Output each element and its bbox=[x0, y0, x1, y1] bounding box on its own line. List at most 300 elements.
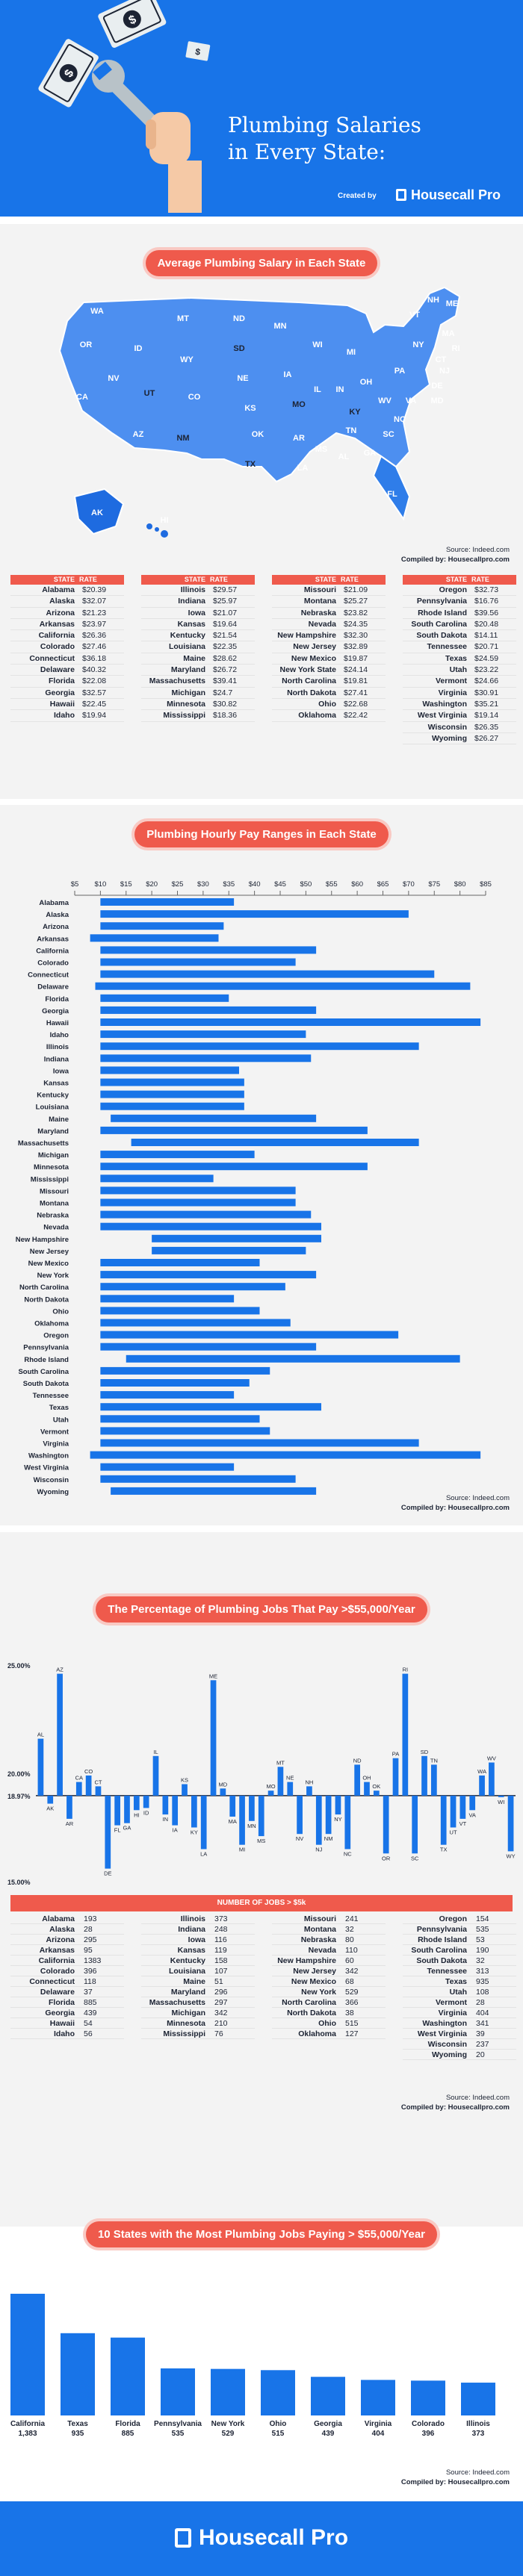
jobs-cell: 237 bbox=[476, 2040, 489, 2049]
table-row bbox=[141, 2029, 255, 2039]
pct-bar bbox=[278, 1767, 284, 1796]
jobs-cell: 210 bbox=[214, 2019, 228, 2028]
map-label-tn: TN bbox=[345, 426, 357, 435]
state-cell: Arizona bbox=[46, 608, 75, 617]
category-label: Oklahoma bbox=[34, 1319, 69, 1328]
range-bar bbox=[100, 1175, 213, 1182]
map-label-de: DE bbox=[431, 382, 443, 391]
state-cell: New Jersey bbox=[293, 1967, 336, 1976]
table-row bbox=[403, 2039, 516, 2050]
jobs-cell: 296 bbox=[214, 1988, 228, 1997]
bar-label: HI bbox=[134, 1811, 140, 1819]
state-cell: Florida bbox=[48, 676, 75, 686]
table-row bbox=[141, 630, 255, 641]
top10-chart bbox=[0, 2270, 523, 2464]
state-cell: Georgia bbox=[45, 688, 75, 697]
table-row bbox=[272, 2018, 386, 2029]
range-bar bbox=[100, 898, 234, 906]
value-label: 515 bbox=[271, 2430, 285, 2438]
category-label: Hawaii bbox=[46, 1019, 69, 1027]
category-label: Wyoming bbox=[37, 1487, 69, 1496]
jobs-cell: 80 bbox=[345, 1935, 354, 1944]
state-cell: Oregon bbox=[439, 585, 467, 594]
state-cell: Connecticut bbox=[29, 653, 75, 663]
table-row bbox=[272, 665, 386, 676]
state-cell: Vermont bbox=[435, 1998, 467, 2007]
source-text: Source: Indeed.com bbox=[445, 2468, 510, 2477]
rate-cell: $20.71 bbox=[474, 642, 499, 652]
rate-table-column bbox=[403, 575, 516, 744]
pct-source bbox=[401, 2093, 510, 2112]
range-bar bbox=[100, 995, 229, 1002]
category-label: Florida bbox=[115, 2420, 140, 2428]
table-row bbox=[272, 1956, 386, 1966]
category-label: Montana bbox=[39, 1199, 69, 1208]
jobs-cell: 28 bbox=[476, 1998, 485, 2007]
state-cell: Kentucky bbox=[170, 1956, 205, 1965]
category-label: Pennsylvania bbox=[154, 2420, 202, 2428]
bar-label: SC bbox=[410, 1855, 419, 1862]
pct-bar bbox=[287, 1782, 293, 1796]
table-row bbox=[141, 1966, 255, 1976]
jobs-cell: 108 bbox=[476, 1988, 489, 1997]
range-bar bbox=[100, 1475, 295, 1483]
range-bar bbox=[100, 1007, 316, 1014]
pct-chart bbox=[0, 1624, 523, 1915]
table-row bbox=[141, 608, 255, 619]
bar-label: DE bbox=[104, 1870, 112, 1877]
top10-section-heading bbox=[0, 2221, 523, 2247]
bar-label: CA bbox=[75, 1774, 83, 1782]
map-label-wa: WA bbox=[90, 307, 104, 316]
jobs-cell: 119 bbox=[214, 1946, 227, 1955]
x-tick-label: $5 bbox=[70, 880, 79, 889]
top10-bar bbox=[10, 2294, 45, 2415]
range-bar bbox=[111, 1115, 316, 1122]
bar-label: MN bbox=[247, 1822, 256, 1829]
range-bar bbox=[100, 971, 434, 978]
range-bar bbox=[100, 1427, 270, 1434]
top10-source bbox=[401, 2468, 510, 2487]
table-row bbox=[403, 710, 516, 721]
compiled-text: Compiled by: Housecallpro.com bbox=[400, 1504, 510, 1512]
category-label: Wisconsin bbox=[33, 1475, 69, 1484]
jobs-cell: 107 bbox=[214, 1967, 228, 1976]
table-row bbox=[10, 653, 124, 665]
rate-cell: $25.27 bbox=[344, 597, 368, 606]
map-section-heading bbox=[0, 250, 523, 276]
state-cell: Kansas bbox=[177, 1946, 205, 1955]
state-cell: Kentucky bbox=[170, 631, 205, 641]
table-row bbox=[10, 1924, 124, 1935]
pct-bar bbox=[383, 1796, 389, 1853]
map-label-ga: GA bbox=[363, 449, 377, 458]
state-cell: Utah bbox=[449, 665, 467, 675]
rate-cell: $32.73 bbox=[474, 585, 499, 594]
bar-label: MT bbox=[276, 1759, 285, 1767]
top10-bar bbox=[461, 2383, 495, 2415]
bar-label: WA bbox=[477, 1767, 486, 1775]
pct-bar bbox=[143, 1796, 149, 1808]
category-label: Kentucky bbox=[37, 1091, 69, 1100]
table-row bbox=[403, 619, 516, 630]
category-label: Ohio bbox=[269, 2420, 287, 2428]
jobs-cell: 32 bbox=[345, 1925, 354, 1934]
pct-bar bbox=[86, 1776, 92, 1796]
state-cell: Indiana bbox=[178, 597, 205, 606]
bar-label: NY bbox=[334, 1816, 342, 1823]
range-bar bbox=[100, 1079, 244, 1086]
table-row bbox=[10, 2029, 124, 2039]
brand-logo bbox=[396, 187, 501, 203]
table-row bbox=[272, 699, 386, 710]
category-label: Michigan bbox=[37, 1151, 69, 1160]
jobs-table-column bbox=[272, 1914, 386, 2039]
rate-cell: $22.45 bbox=[82, 699, 107, 709]
table-row bbox=[403, 653, 516, 665]
rate-cell: $18.36 bbox=[213, 711, 238, 721]
top10-bar bbox=[411, 2380, 445, 2415]
map-label-mn: MN bbox=[273, 322, 287, 331]
table-row bbox=[403, 596, 516, 607]
rate-cell: $22.08 bbox=[82, 676, 107, 686]
svg-text:$: $ bbox=[62, 67, 77, 80]
rate-cell: $23.82 bbox=[344, 608, 368, 617]
category-label: Rhode Island bbox=[24, 1355, 69, 1364]
brand-name: Housecall Pro bbox=[411, 187, 501, 202]
jobs-cell: 38 bbox=[345, 2009, 354, 2017]
map-label-ar: AR bbox=[293, 434, 305, 443]
state-cell: Colorado bbox=[40, 642, 75, 652]
table-row bbox=[10, 585, 124, 596]
table-row bbox=[403, 1976, 516, 1987]
state-cell: Maryland bbox=[170, 1988, 205, 1997]
range-bar bbox=[100, 946, 316, 953]
state-cell: Washington bbox=[422, 2019, 467, 2028]
state-cell: Iowa bbox=[188, 1935, 205, 1944]
footer-brand bbox=[0, 2525, 523, 2551]
state-cell: New Jersey bbox=[293, 642, 336, 652]
table-row bbox=[141, 665, 255, 676]
table-row bbox=[403, 699, 516, 710]
bar-label: WY bbox=[506, 1852, 516, 1860]
top10-bar bbox=[111, 2338, 145, 2415]
value-label: 396 bbox=[421, 2430, 435, 2438]
map-label-il: IL bbox=[314, 385, 321, 394]
x-tick-label: $85 bbox=[480, 880, 492, 889]
pct-bar bbox=[172, 1796, 178, 1826]
col-rate: RATE bbox=[471, 576, 489, 583]
jobs-cell: 193 bbox=[84, 1914, 97, 1923]
table-row bbox=[141, 653, 255, 665]
map-label-wy: WY bbox=[180, 355, 194, 364]
state-cell: Rhode Island bbox=[418, 1935, 467, 1944]
map-label-co: CO bbox=[188, 393, 201, 402]
title-line-1: Plumbing Salaries bbox=[228, 113, 421, 137]
state-cell: Nebraska bbox=[300, 608, 336, 617]
category-label: Ohio bbox=[52, 1307, 69, 1316]
jobs-cell: 110 bbox=[345, 1946, 358, 1955]
state-cell: Oklahoma bbox=[298, 2029, 336, 2038]
table-row bbox=[403, 676, 516, 687]
category-label: Illinois bbox=[466, 2420, 490, 2428]
bar-label: WI bbox=[498, 1798, 505, 1805]
bar-label: ID bbox=[143, 1809, 149, 1817]
range-bar bbox=[111, 1487, 316, 1495]
state-cell: Wyoming bbox=[431, 733, 467, 743]
value-label: 885 bbox=[121, 2430, 134, 2438]
page-title bbox=[228, 112, 504, 166]
state-cell: Washington bbox=[422, 699, 467, 709]
table-row bbox=[403, 722, 516, 733]
state-cell: Virginia bbox=[438, 688, 467, 697]
category-label: Connecticut bbox=[28, 971, 69, 980]
value-label: 439 bbox=[321, 2430, 335, 2438]
range-bar bbox=[131, 1139, 419, 1146]
range-bar bbox=[100, 1211, 311, 1219]
table-row bbox=[141, 585, 255, 596]
category-label: Virginia bbox=[364, 2420, 392, 2428]
bar-label: MS bbox=[257, 1838, 266, 1845]
rate-cell: $27.46 bbox=[82, 642, 107, 652]
hawaii-shape bbox=[146, 523, 168, 538]
pct-bar bbox=[354, 1764, 360, 1795]
rate-cell: $14.11 bbox=[474, 631, 498, 641]
state-cell: New York bbox=[301, 1988, 336, 1997]
table-row bbox=[403, 688, 516, 699]
category-label: New Mexico bbox=[28, 1260, 69, 1268]
category-label: Nevada bbox=[43, 1223, 69, 1232]
pct-bar bbox=[182, 1785, 188, 1796]
top10-bar bbox=[361, 2380, 395, 2415]
jobs-table-header: NUMBER OF JOBS > $5k bbox=[10, 1895, 513, 1911]
map-label-ks: KS bbox=[244, 404, 256, 413]
value-label: 373 bbox=[471, 2430, 485, 2438]
pct-bar bbox=[249, 1796, 255, 1821]
table-row bbox=[272, 630, 386, 641]
table-row bbox=[141, 1976, 255, 1987]
top10-bar bbox=[261, 2370, 295, 2415]
rate-cell: $19.64 bbox=[213, 619, 238, 629]
table-row bbox=[141, 688, 255, 699]
top10-bar bbox=[161, 2368, 195, 2415]
range-bar bbox=[100, 1259, 259, 1266]
bar-label: IN bbox=[162, 1816, 169, 1823]
state-cell: South Dakota bbox=[416, 1956, 467, 1965]
state-cell: California bbox=[38, 1956, 75, 1965]
pct-bar bbox=[316, 1796, 322, 1845]
pct-bar bbox=[297, 1796, 303, 1834]
table-row bbox=[403, 2029, 516, 2039]
state-cell: Massachusetts bbox=[149, 1998, 205, 2007]
col-state: STATE bbox=[184, 576, 205, 583]
state-cell: North Carolina bbox=[282, 676, 336, 686]
x-tick-label: $60 bbox=[351, 880, 364, 889]
jobs-cell: 439 bbox=[84, 2009, 97, 2017]
state-cell: Kansas bbox=[177, 619, 205, 629]
table-row bbox=[10, 1956, 124, 1966]
pct-bar bbox=[374, 1791, 380, 1796]
state-cell: California bbox=[38, 631, 75, 641]
x-tick-label: $15 bbox=[120, 880, 132, 889]
pct-bar bbox=[498, 1796, 504, 1797]
rate-cell: $19.81 bbox=[344, 676, 368, 686]
table-row bbox=[10, 1976, 124, 1987]
table-row bbox=[272, 653, 386, 665]
map-label-nh: NH bbox=[427, 296, 439, 305]
rate-cell: $32.89 bbox=[344, 642, 368, 652]
bar-label: MD bbox=[218, 1781, 228, 1788]
state-cell: Alabama bbox=[42, 1914, 75, 1923]
rate-table-header bbox=[10, 575, 124, 585]
state-cell: Arkansas bbox=[39, 619, 75, 629]
pct-bar bbox=[220, 1788, 226, 1796]
map-label-pa: PA bbox=[394, 367, 406, 376]
range-bar bbox=[100, 1091, 244, 1098]
range-bar bbox=[152, 1235, 321, 1242]
contiguous-us-shape bbox=[60, 287, 459, 482]
table-row bbox=[403, 1914, 516, 1924]
range-bar bbox=[90, 1452, 481, 1459]
jobs-table-column bbox=[141, 1914, 255, 2039]
table-row bbox=[10, 1935, 124, 1945]
range-bar bbox=[100, 1367, 270, 1375]
pct-bar bbox=[229, 1796, 235, 1817]
bar-label: NE bbox=[286, 1774, 294, 1782]
map-label-la: LA bbox=[297, 464, 309, 473]
range-bar bbox=[126, 1355, 460, 1363]
map-label-nv: NV bbox=[108, 374, 120, 383]
value-label: 529 bbox=[221, 2430, 235, 2438]
bar-label: CT bbox=[94, 1779, 102, 1786]
compiled-text: Compiled by: Housecallpro.com bbox=[400, 2478, 510, 2486]
y-tick-label: 20.00% bbox=[7, 1770, 31, 1778]
table-row bbox=[10, 2008, 124, 2018]
table-row bbox=[272, 2029, 386, 2039]
map-label-oh: OH bbox=[359, 378, 373, 387]
rate-table-header bbox=[403, 575, 516, 585]
state-cell: Texas bbox=[445, 1977, 467, 1986]
rate-cell: $32.30 bbox=[344, 631, 368, 641]
state-cell: Tennessee bbox=[427, 642, 467, 652]
rate-cell: $32.57 bbox=[82, 688, 107, 697]
housecall-logo-icon bbox=[396, 189, 406, 201]
map-label-vt: VT bbox=[409, 311, 421, 320]
table-row bbox=[403, 665, 516, 676]
category-label: Iowa bbox=[52, 1067, 69, 1076]
state-cell: Arizona bbox=[46, 1935, 75, 1944]
table-row bbox=[141, 641, 255, 653]
rate-cell: $21.54 bbox=[213, 631, 238, 641]
bar-label: SD bbox=[420, 1748, 429, 1755]
pct-bar bbox=[335, 1796, 341, 1814]
jobs-cell: 118 bbox=[84, 1977, 96, 1986]
state-cell: Arkansas bbox=[39, 1946, 75, 1955]
pct-bar bbox=[402, 1674, 408, 1796]
rate-cell: $24.14 bbox=[344, 665, 368, 675]
state-cell: Mississippi bbox=[163, 2029, 205, 2038]
jobs-cell: 515 bbox=[345, 2019, 359, 2028]
state-cell: Oregon bbox=[439, 1914, 467, 1923]
category-label: Minnesota bbox=[34, 1163, 69, 1172]
state-cell: Nevada bbox=[308, 1946, 336, 1955]
col-rate: RATE bbox=[79, 576, 97, 583]
rate-cell: $39.41 bbox=[213, 676, 238, 686]
map-label-ut: UT bbox=[143, 389, 155, 398]
state-cell: West Virginia bbox=[417, 2029, 467, 2038]
rate-cell: $19.87 bbox=[344, 653, 368, 663]
category-label: New York bbox=[37, 1272, 69, 1281]
map-label-ne: NE bbox=[237, 374, 249, 383]
bar-label: WV bbox=[486, 1755, 496, 1762]
map-label-tx: TX bbox=[244, 460, 256, 469]
range-bar bbox=[100, 1440, 418, 1447]
jobs-cell: 341 bbox=[476, 2019, 489, 2028]
category-label: Washington bbox=[28, 1452, 69, 1460]
pct-bar bbox=[268, 1791, 274, 1796]
jobs-cell: 37 bbox=[84, 1988, 93, 1997]
rate-cell: $25.97 bbox=[213, 597, 238, 606]
jobs-cell: 295 bbox=[84, 1935, 97, 1944]
table-row bbox=[141, 619, 255, 630]
range-bar bbox=[100, 1054, 311, 1062]
state-cell: North Carolina bbox=[282, 1998, 336, 2007]
map-label-mo: MO bbox=[292, 400, 306, 409]
table-row bbox=[10, 688, 124, 699]
table-row bbox=[10, 699, 124, 710]
jobs-cell: 39 bbox=[476, 2029, 485, 2038]
state-cell: Idaho bbox=[54, 711, 75, 721]
bar-label: LA bbox=[200, 1850, 208, 1858]
jobs-cell: 158 bbox=[214, 1956, 228, 1965]
rate-cell: $35.21 bbox=[474, 699, 499, 709]
table-row bbox=[403, 1924, 516, 1935]
category-label: North Dakota bbox=[24, 1295, 69, 1304]
pct-bar bbox=[96, 1786, 102, 1795]
state-cell: Minnesota bbox=[167, 699, 205, 709]
bar-label: AZ bbox=[56, 1666, 64, 1673]
map-label-nm: NM bbox=[176, 434, 190, 443]
category-label: California bbox=[36, 947, 69, 956]
category-label: Delaware bbox=[37, 983, 69, 992]
range-bar bbox=[100, 1271, 316, 1278]
range-bar bbox=[100, 922, 223, 930]
jobs-cell: 404 bbox=[476, 2009, 489, 2017]
bar-label: AR bbox=[65, 1820, 74, 1827]
map-label-id: ID bbox=[134, 344, 143, 353]
table-row bbox=[272, 585, 386, 596]
col-state: STATE bbox=[445, 576, 467, 583]
range-bar bbox=[100, 1463, 234, 1471]
state-cell: South Carolina bbox=[411, 1946, 467, 1955]
state-cell: Maryland bbox=[170, 665, 205, 675]
state-cell: Pennsylvania bbox=[416, 1925, 467, 1934]
bar-label: NH bbox=[305, 1779, 314, 1786]
table-row bbox=[272, 1997, 386, 2008]
jobs-cell: 396 bbox=[84, 1967, 97, 1976]
state-cell: Maine bbox=[183, 1977, 205, 1986]
compiled-text: Compiled by: Housecallpro.com bbox=[400, 556, 510, 564]
x-tick-label: $10 bbox=[94, 880, 107, 889]
table-row bbox=[141, 1956, 255, 1966]
state-cell: South Dakota bbox=[416, 631, 467, 641]
rate-tables bbox=[10, 575, 513, 765]
bar-label: ND bbox=[353, 1757, 362, 1764]
rate-table-header bbox=[272, 575, 386, 585]
map-source bbox=[401, 545, 510, 564]
rate-cell: $39.56 bbox=[474, 608, 499, 617]
table-row bbox=[272, 596, 386, 607]
